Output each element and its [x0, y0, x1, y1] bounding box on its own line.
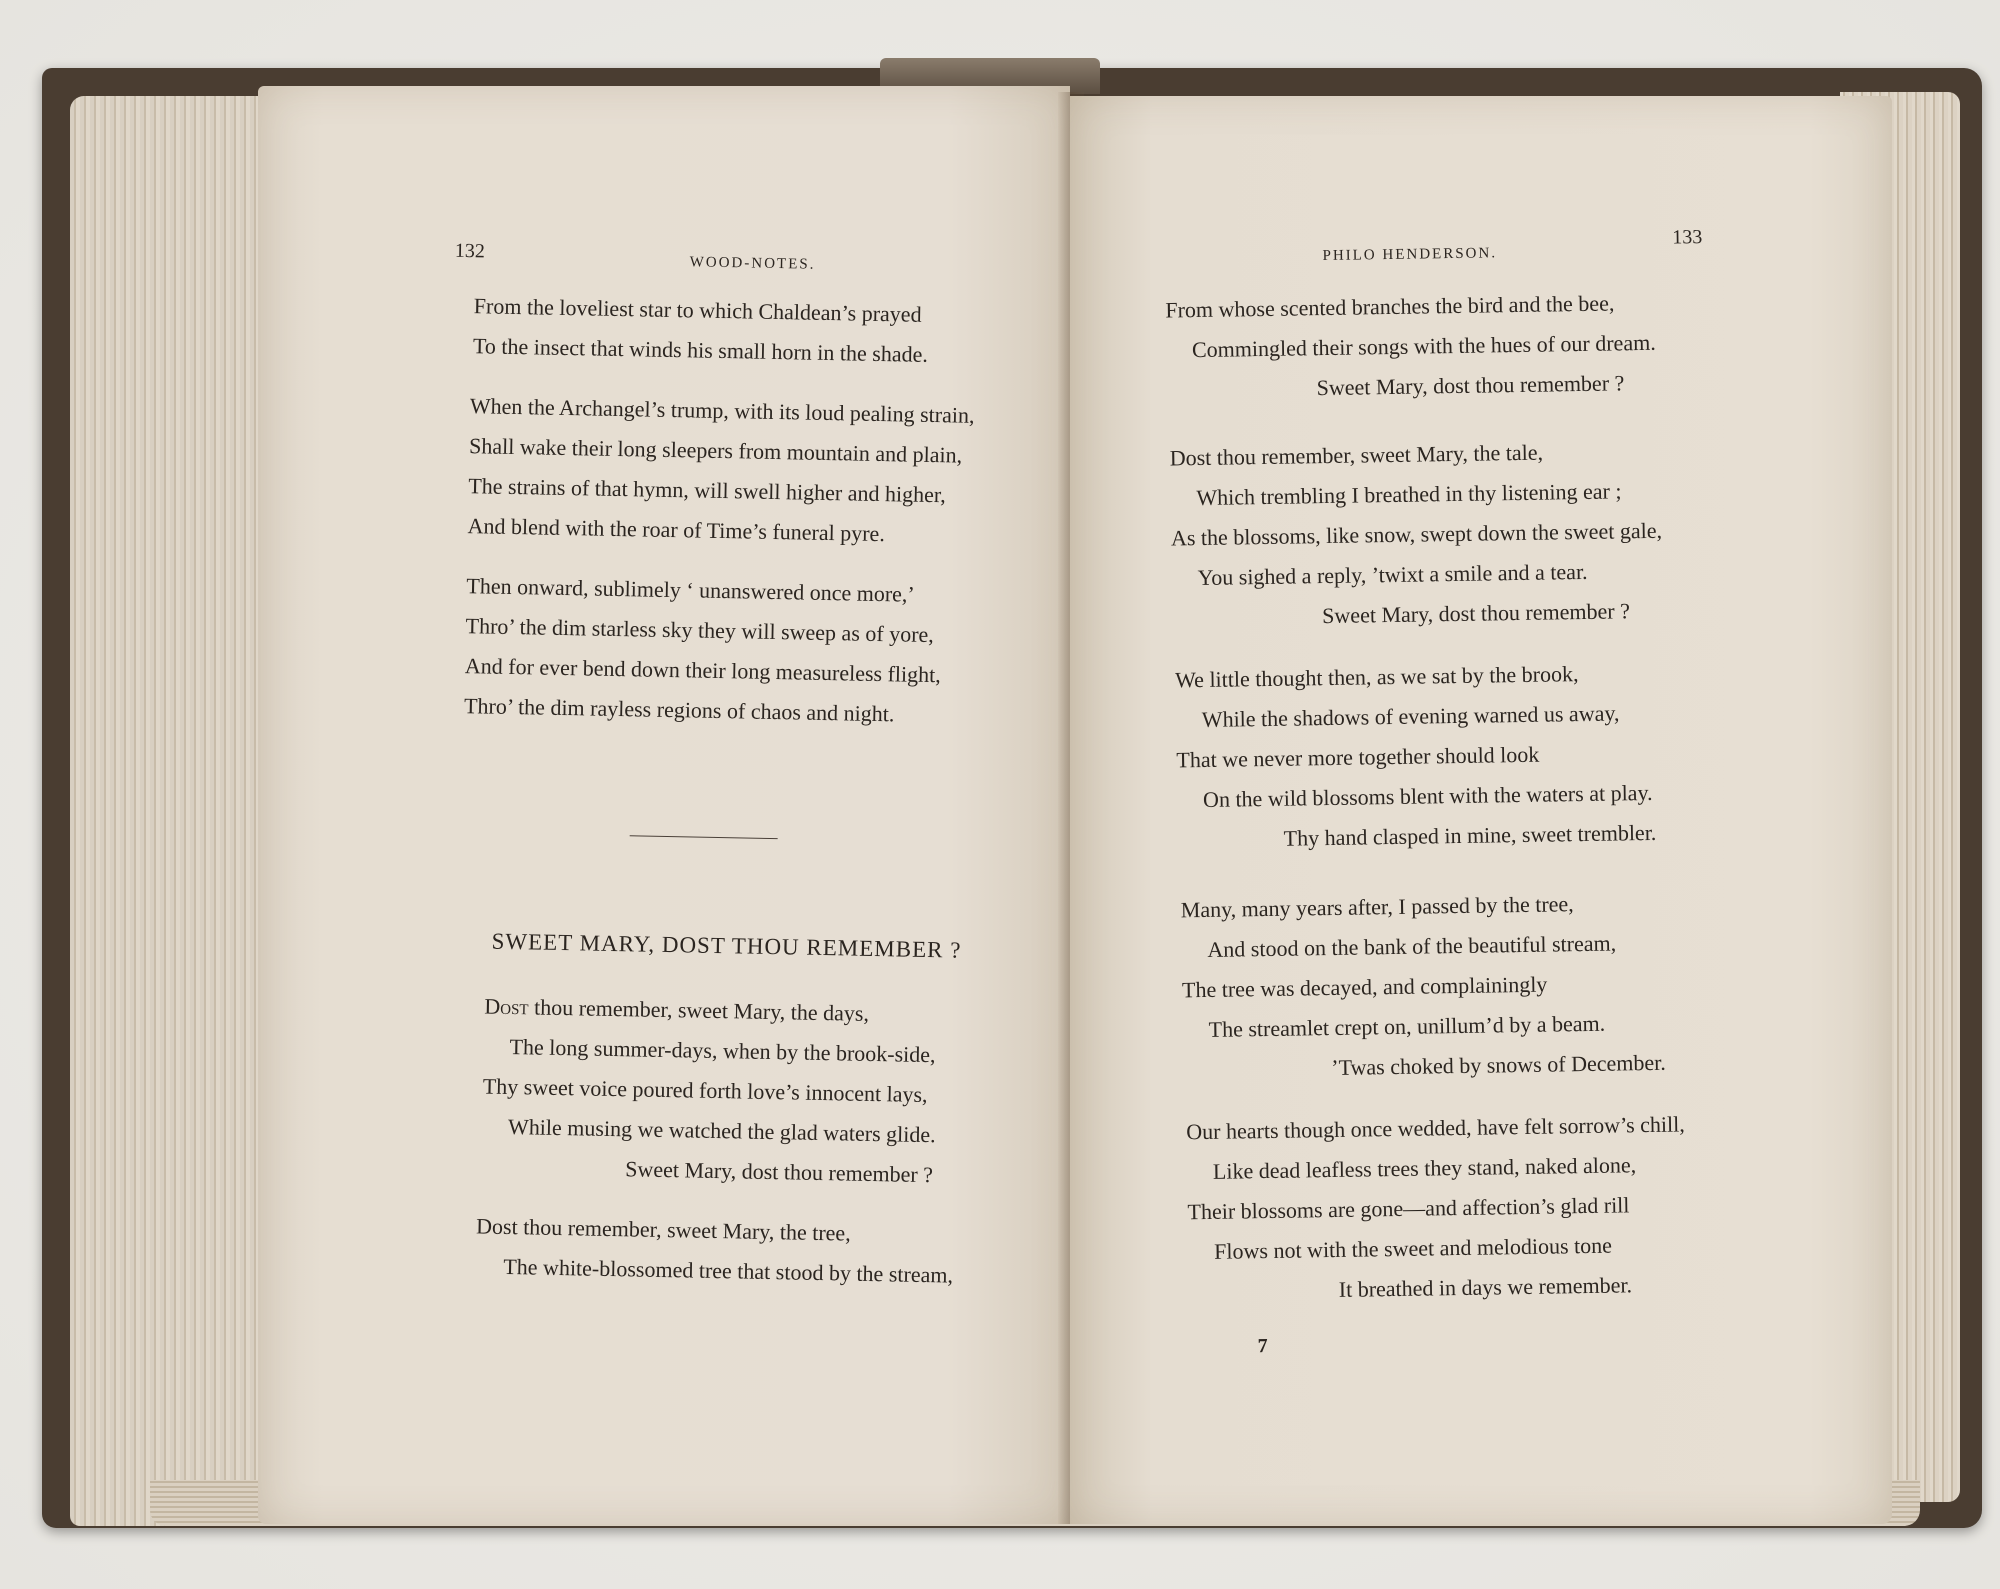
refrain-line: ’Twas choked by snows of December.	[1331, 1049, 1666, 1081]
refrain-line: Sweet Mary, dost thou remember ?	[625, 1156, 934, 1188]
poem-stanza-2	[475, 1206, 954, 1295]
verse-line: While musing we watched the glad waters glide.	[507, 1113, 936, 1148]
left-page	[258, 86, 1070, 1524]
verse-line: From whose scented branches the bird and the bee,	[1165, 290, 1615, 323]
refrain-line: Sweet Mary, dost thou remember ?	[1321, 598, 1631, 629]
verse-line: That we never more together should look	[1176, 741, 1540, 773]
page-number: 132	[454, 239, 486, 263]
page-number: 133	[1672, 226, 1703, 249]
section-rule	[630, 835, 778, 839]
running-head: WOOD-NOTES.	[689, 254, 816, 273]
stanza-4	[1180, 883, 1666, 1091]
stanza-5	[1186, 1104, 1688, 1312]
verse-line: Like dead leafless trees they stand, naked alone,	[1212, 1152, 1637, 1184]
verse-line: When the Archangel’s trump, with its loud pealing strain,	[469, 393, 975, 428]
refrain-line: Thy hand clasped in mine, sweet trembler.	[1283, 819, 1657, 851]
poem-stanza-1	[481, 987, 938, 1196]
stanza-2	[1169, 431, 1663, 639]
verse-line: Shall wake their long sleepers from mountain and plain,	[468, 433, 963, 468]
verse-line: Dost thou remember, sweet Mary, the tree,	[475, 1213, 851, 1246]
verse-line: Then onward, sublimely ‘ unanswered once more,’	[466, 573, 916, 607]
verse-line: On the wild blossoms blent with the waters at play.	[1202, 779, 1653, 812]
verse-line: And blend with the roar of Time’s funeral pyre.	[467, 513, 886, 547]
verse-line: We little thought then, as we sat by the brook,	[1174, 661, 1579, 693]
poem-title: SWEET MARY, DOST THOU REMEMBER ?	[491, 928, 962, 963]
verse-line: The long summer-days, when by the brook-side,	[509, 1034, 936, 1068]
verse-line: Dost thou remember, sweet Mary, the tale,	[1169, 439, 1544, 471]
verse-line: The streamlet crept on, unillum’d by a beam.	[1208, 1010, 1606, 1042]
verse-line: To the insect that winds his small horn in the shade.	[472, 333, 929, 367]
verse-line: Flows not with the sweet and melodious tone	[1213, 1232, 1613, 1264]
refrain-line: Sweet Mary, dost thou remember ?	[1316, 370, 1625, 401]
verse-line: The white-blossomed tree that stood by the stream,	[503, 1253, 954, 1288]
refrain-line: It breathed in days we remember.	[1338, 1272, 1633, 1302]
verse-line: Their blossoms are gone—and affection’s glad rill	[1187, 1192, 1630, 1225]
verse-line: And stood on the bank of the beautiful stream,	[1207, 930, 1617, 962]
verse-line: You sighed a reply, ’twixt a smile and a tear.	[1197, 558, 1588, 591]
verse-line: Commingled their songs with the hues of our dream.	[1191, 329, 1656, 363]
running-head: PHILO HENDERSON.	[1322, 245, 1498, 265]
verse-line: While the shadows of evening warned us away,	[1201, 700, 1620, 733]
stanza-3	[464, 566, 943, 735]
stanza-1	[1165, 283, 1657, 411]
stanza-2	[467, 386, 975, 556]
verse-line: Our hearts though once wedded, have felt sorrow’s chill,	[1186, 1111, 1685, 1145]
verse-line: Thy sweet voice poured forth love’s innocent lays,	[482, 1073, 928, 1108]
verse-line-rest: thou remember, sweet Mary, the days,	[528, 994, 870, 1026]
verse-line: Thro’ the dim rayless regions of chaos and night.	[463, 693, 895, 727]
right-page	[1070, 96, 1892, 1524]
stanza-1	[473, 286, 929, 375]
verse-line: From the loveliest star to which Chaldean’s prayed	[473, 293, 922, 327]
drop-word: Dost	[484, 993, 529, 1020]
stanza-3	[1175, 653, 1657, 860]
signature-mark: 7	[1257, 1335, 1268, 1358]
verse-line: Thro’ the dim starless sky they will sweep as of yore,	[465, 613, 935, 648]
verse-line: As the blossoms, like snow, swept down the sweet gale,	[1170, 517, 1663, 551]
verse-line: Which trembling I breathed in thy listening ear ;	[1196, 478, 1622, 511]
verse-line: The tree was decayed, and complainingly	[1181, 971, 1548, 1003]
verse-line: And for ever bend down their long measureless flight,	[464, 653, 942, 688]
verse-line: The strains of that hymn, will swell higher and higher,	[468, 473, 947, 508]
verse-line: Many, many years after, I passed by the tree,	[1180, 891, 1574, 923]
